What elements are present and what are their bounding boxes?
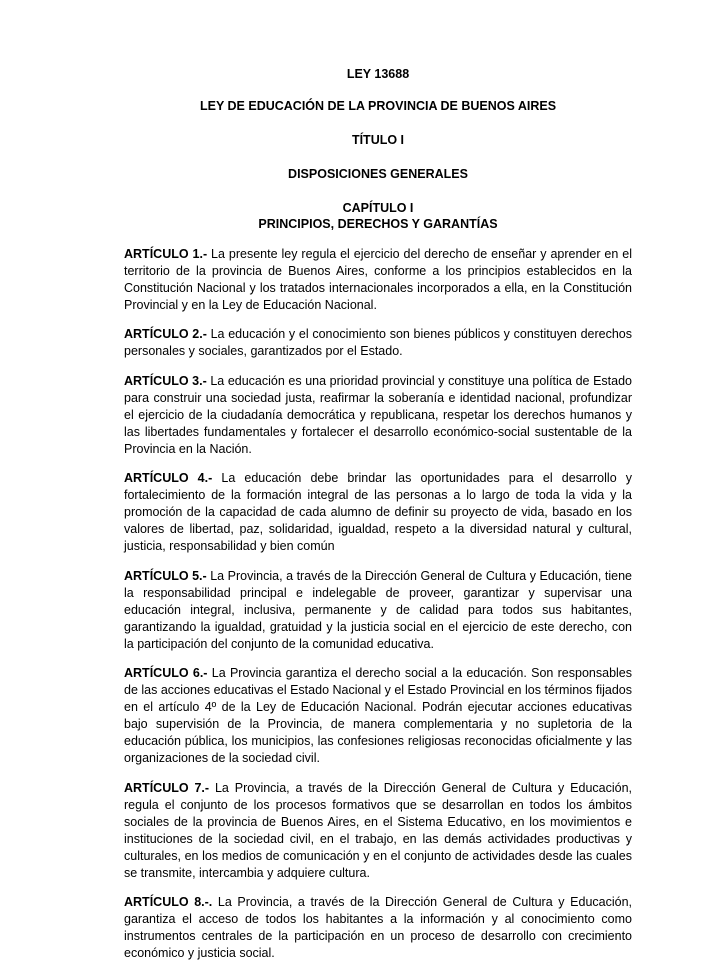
article-text: La Provincia, a través de la Dirección General de Cultura y Educación, tiene la responsabilidad principal e indelegable de proveer, garantizar y supervisar una educación integral, inclusiva, permanente y de calidad para todos sus habitantes, garantizando la igualdad, gratuidad y la justicia social en el ejercicio de este derecho, con la participación del conjunto de la comunidad educativa. (124, 568, 633, 651)
article-label: ARTÍCULO 8.-. (124, 895, 213, 910)
article-8 (124, 894, 632, 962)
law-number: LEY 13688 (346, 67, 410, 81)
article-text: La Provincia garantiza el derecho social a la educación. Son responsables de las acciones educativas el Estado Nacional y el Estado Provincial en los términos fijados en el artículo 4º de la Ley de Educación Nacional. Podrán ejecutar acciones educativas bajo supervisión de la Provincia, de manera complementaria y no supletoria de la educación pública, los municipios, las confesiones religiosas reconocidas oficialmente y las organizaciones de la sociedad civil. (124, 665, 632, 766)
article-text: La educación es una prioridad provincial y constituye una política de Estado para construir una sociedad justa, reafirmar la soberanía e identidad nacional, profundizar el ejercicio de la ciudadanía democrática y republicana, respetar los derechos humanos y las libertades fundamentales y fortalecer el desarrollo económico-social sustentable de la Provincia en la Nación. (124, 373, 632, 456)
article-label: ARTÍCULO 5.- (124, 568, 207, 583)
article-label: ARTÍCULO 1.- (124, 247, 208, 261)
article-7 (124, 780, 632, 883)
document-page (124, 66, 632, 974)
article-label: ARTÍCULO 4.- (124, 471, 213, 486)
chapter-name: PRINCIPIOS, DERECHOS Y GARANTÍAS (258, 217, 498, 231)
article-label: ARTÍCULO 7.- (124, 780, 210, 795)
article-text: La Provincia, a través de la Dirección General de Cultura y Educación, garantiza el acceso de todos los habitantes a la información y al conocimiento como instrumentos centrales de la participación en un proceso de desarrollo con crecimiento económico y justicia social. (124, 895, 633, 961)
article-text: La Provincia, a través de la Dirección General de Cultura y Educación, regula el conjunto de los procesos formativos que se desarrollan en todos los ámbitos sociales de la provincia de Buenos Aires, en el Sistema Educativo, en los movimientos e instituciones de la sociedad civil, en el trabajo, en las demás actividades productivas y culturales, en los medios de comunicación y en el conjunto de actividades desde las cuales se transmite, intercambia y adquiere cultura. (124, 780, 633, 880)
title-label: TÍTULO I (351, 133, 405, 147)
article-6 (124, 665, 632, 768)
article-text: La educación y el conocimiento son bienes públicos y constituyen derechos personales y sociales, garantizados por el Estado. (124, 327, 633, 359)
article-1 (124, 246, 632, 314)
article-text: La educación debe brindar las oportunidades para el desarrollo y fortalecimiento de la formación integral de las personas a lo largo de toda la vida y la promoción de la capacidad de cada alumno de definir su proyecto de vida, basado en los valores de libertad, paz, solidaridad, igualdad, respeto a la diversidad natural y cultural, justicia, responsabilidad y bien común (124, 471, 632, 554)
chapter-label: CAPÍTULO I (342, 201, 414, 215)
article-label: ARTÍCULO 3.- (124, 373, 207, 388)
article-label: ARTÍCULO 2.- (124, 327, 207, 342)
article-5 (124, 568, 632, 653)
article-label: ARTÍCULO 6.- (124, 665, 208, 680)
title-name: DISPOSICIONES GENERALES (288, 167, 468, 181)
article-3 (124, 373, 632, 458)
article-text: La presente ley regula el ejercicio del derecho de enseñar y aprender en el territorio de la provincia de Buenos Aires, conforme a los principios establecidos en la Constitución Nacional y los tratados internacionales incorporados a ella, en la Constitución Provincial y en la Ley de Educación Nacional. (124, 247, 632, 313)
article-4 (124, 470, 632, 555)
article-2 (124, 326, 632, 360)
law-title: LEY DE EDUCACIÓN DE LA PROVINCIA DE BUENOS AIRES (199, 99, 557, 113)
